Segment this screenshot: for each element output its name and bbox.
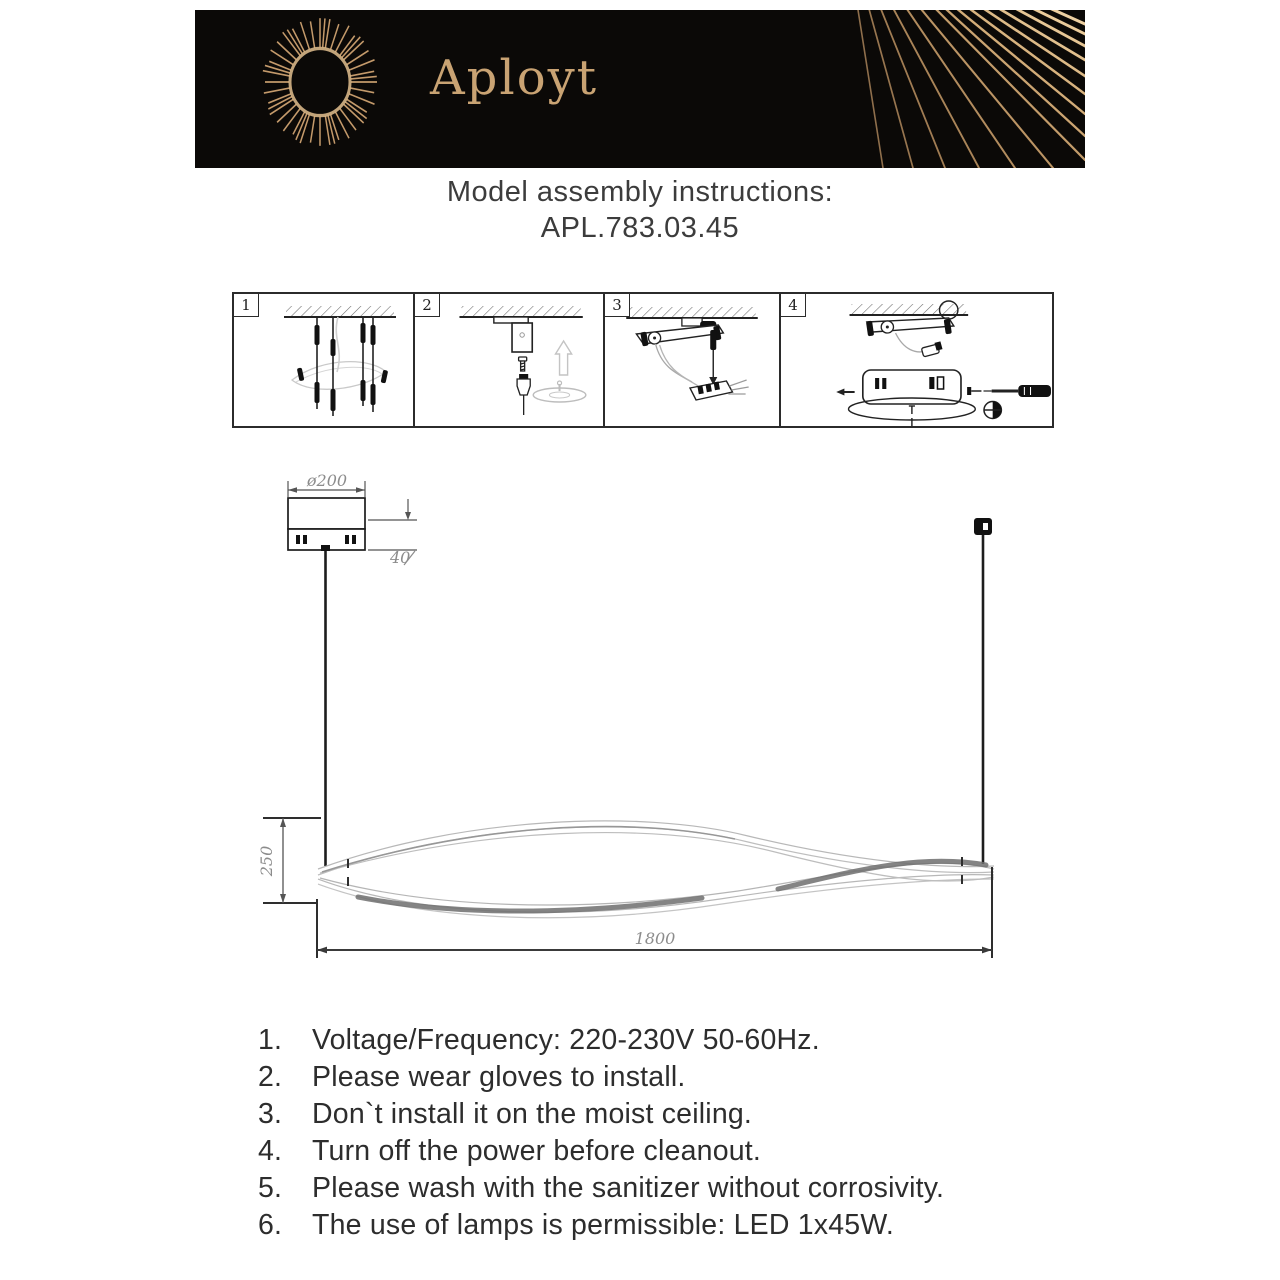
canopy-drawing bbox=[288, 498, 365, 551]
fixture-height-dimension bbox=[257, 818, 321, 903]
step-number: 3 bbox=[605, 294, 630, 317]
note-item bbox=[258, 1096, 1088, 1133]
note-item bbox=[258, 1133, 1088, 1170]
step-3-drawing bbox=[605, 294, 779, 426]
sunburst-logo bbox=[263, 18, 377, 146]
fixture-height-label: 250 bbox=[257, 845, 276, 877]
note-number: 3. bbox=[258, 1098, 283, 1130]
model-number: APL.783.03.45 bbox=[540, 212, 740, 244]
note-item bbox=[258, 1207, 1088, 1244]
right-suspension-rod bbox=[974, 518, 992, 864]
canopy-diameter-dimension bbox=[288, 471, 365, 497]
brand-banner bbox=[195, 10, 1085, 168]
fixture-body-drawing bbox=[318, 821, 994, 918]
canopy-diameter-label: ø200 bbox=[306, 471, 348, 490]
step-number: 1 bbox=[234, 294, 259, 317]
note-text: Please wash with the sanitizer without corrosivity. bbox=[312, 1172, 945, 1204]
note-item bbox=[258, 1059, 1088, 1096]
banner-art bbox=[195, 10, 1085, 168]
note-number: 1. bbox=[258, 1024, 283, 1056]
assembly-steps-strip bbox=[232, 292, 1054, 428]
note-number: 5. bbox=[258, 1172, 283, 1204]
note-number: 6. bbox=[258, 1209, 283, 1241]
note-text: Voltage/Frequency: 220-230V 50-60Hz. bbox=[312, 1024, 820, 1056]
step-panel-2 bbox=[415, 294, 605, 426]
installation-notes bbox=[258, 1022, 1088, 1244]
dimension-drawing bbox=[230, 460, 1054, 980]
note-text: Don`t install it on the moist ceiling. bbox=[312, 1098, 753, 1130]
note-text: The use of lamps is permissible: LED 1x45W. bbox=[312, 1209, 894, 1241]
page-title: Model assembly instructions: bbox=[446, 176, 834, 208]
note-item bbox=[258, 1170, 1088, 1207]
rays-decoration bbox=[843, 10, 1085, 168]
note-number: 2. bbox=[258, 1061, 283, 1093]
fixture-length-label: 1800 bbox=[634, 929, 676, 948]
note-number: 4. bbox=[258, 1135, 283, 1167]
step-number: 2 bbox=[415, 294, 440, 317]
step-panel-1 bbox=[234, 294, 415, 426]
note-text: Turn off the power before cleanout. bbox=[312, 1135, 762, 1167]
step-1-drawing bbox=[234, 294, 413, 426]
brand-name: Aployt bbox=[430, 50, 599, 106]
note-text: Please wear gloves to install. bbox=[312, 1061, 686, 1093]
note-item bbox=[258, 1022, 1088, 1059]
step-2-drawing bbox=[415, 294, 603, 426]
step-number: 4 bbox=[781, 294, 806, 317]
canopy-height-label: 40 bbox=[390, 548, 411, 567]
step-4-drawing bbox=[781, 294, 1052, 426]
canopy-height-dimension bbox=[368, 499, 417, 567]
step-panel-4 bbox=[781, 294, 1052, 426]
step-panel-3 bbox=[605, 294, 781, 426]
